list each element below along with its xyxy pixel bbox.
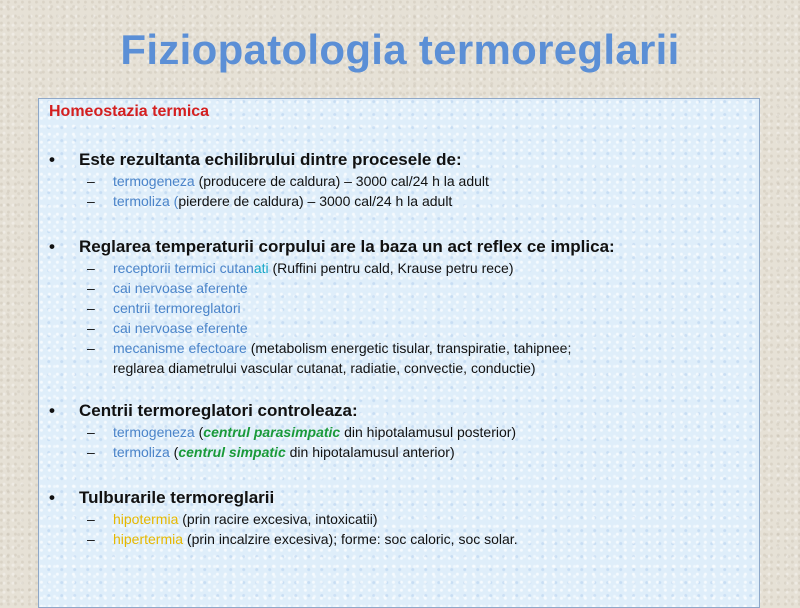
paren-open-1: ( bbox=[194, 424, 204, 440]
section-centrii bbox=[49, 400, 749, 462]
paren-open-2: ( bbox=[169, 444, 179, 460]
desc-hipertermia: (prin incalzire excesiva); forme: soc caloric, soc solar. bbox=[183, 531, 518, 547]
term-termogeneza: termogeneza bbox=[113, 173, 195, 189]
item-eferente: – cai nervoase eferente bbox=[87, 320, 248, 336]
section-tulburari bbox=[49, 487, 749, 549]
item-receptori: – receptorii termici cutanati (Ruffini pentru cald, Krause petru rece) bbox=[87, 260, 514, 276]
term-receptori-suffix: ati bbox=[253, 260, 269, 276]
item-termogeneza: – termogeneza (producere de caldura) – 3000 cal/24 h la adult bbox=[87, 173, 489, 189]
bullet-centrii-text: Centrii termoreglatori controleaza: bbox=[79, 401, 358, 420]
item-termogeneza-ctrl: – termogeneza (centrul parasimpatic din hipotalamusul posterior) bbox=[87, 424, 517, 440]
item-termoliza: – termoliza (pierdere de caldura) – 3000 cal/24 h la adult bbox=[87, 193, 453, 209]
bullet-balance-text: Este rezultanta echilibrului dintre procesele de: bbox=[79, 150, 462, 169]
desc-termoliza: pierdere de caldura) – 3000 cal/24 h la adult bbox=[178, 193, 453, 209]
item-hipertermia: – hipertermia (prin incalzire excesiva); forme: soc caloric, soc solar. bbox=[87, 531, 518, 547]
bullet-reflex bbox=[49, 236, 749, 258]
bullet-centrii bbox=[49, 400, 749, 422]
bullet-balance bbox=[49, 149, 749, 171]
section-heading: Homeostazia termica bbox=[49, 103, 210, 120]
term-simpatic: centrul simpatic bbox=[178, 444, 286, 460]
term-aferente: cai nervoase aferente bbox=[113, 280, 248, 296]
desc-hipotermia: (prin racire excesiva, intoxicatii) bbox=[178, 511, 378, 527]
bullet-tulburari-text: Tulburarile termoreglarii bbox=[79, 488, 275, 507]
desc-receptori: (Ruffini pentru cald, Krause petru rece) bbox=[268, 260, 514, 276]
term-parasimpatic: centrul parasimpatic bbox=[203, 424, 341, 440]
term-eferente: cai nervoase eferente bbox=[113, 320, 248, 336]
desc-termoliza-ctrl: din hipotalamusul anterior) bbox=[285, 444, 455, 460]
term-termogeneza-ctrl: termogeneza bbox=[113, 424, 195, 440]
term-receptori: receptorii termici cutan bbox=[113, 260, 254, 276]
content-panel bbox=[38, 98, 760, 608]
term-hipertermia: hipertermia bbox=[113, 531, 184, 547]
bullet-reflex-text: Reglarea temperaturii corpului are la baza un act reflex ce implica: bbox=[79, 237, 615, 256]
term-termoliza: termoliza ( bbox=[113, 193, 179, 209]
item-aferente: – cai nervoase aferente bbox=[87, 280, 248, 296]
bullet-tulburari bbox=[49, 487, 749, 509]
section-balance bbox=[49, 149, 749, 211]
desc-termogeneza-ctrl: din hipotalamusul posterior) bbox=[340, 424, 517, 440]
desc-termogeneza: (producere de caldura) – 3000 cal/24 h la adult bbox=[194, 173, 489, 189]
term-efectoare: mecanisme efectoare bbox=[113, 340, 247, 356]
item-centrii: – centrii termoreglatori bbox=[87, 300, 241, 316]
section-reflex bbox=[49, 236, 749, 378]
item-termoliza-ctrl: – termoliza (centrul simpatic din hipotalamusul anterior) bbox=[87, 444, 455, 460]
term-hipotermia: hipotermia bbox=[113, 511, 179, 527]
desc-efectoare-cont: reglarea diametrului vascular cutanat, radiatie, convectie, conductie) bbox=[113, 360, 536, 376]
term-centrii: centrii termoreglatori bbox=[113, 300, 241, 316]
item-hipotermia: – hipotermia (prin racire excesiva, intoxicatii) bbox=[87, 511, 378, 527]
item-efectoare: – mecanisme efectoare (metabolism energetic tisular, transpiratie, tahipnee; reglarea diametrului vascular cutanat, radiatie, convectie, conductie) bbox=[87, 340, 572, 376]
desc-efectoare: (metabolism energetic tisular, transpiratie, tahipnee; bbox=[246, 340, 572, 356]
slide-title: Fiziopatologia termoreglarii bbox=[120, 26, 680, 73]
term-termoliza-ctrl: termoliza bbox=[113, 444, 170, 460]
